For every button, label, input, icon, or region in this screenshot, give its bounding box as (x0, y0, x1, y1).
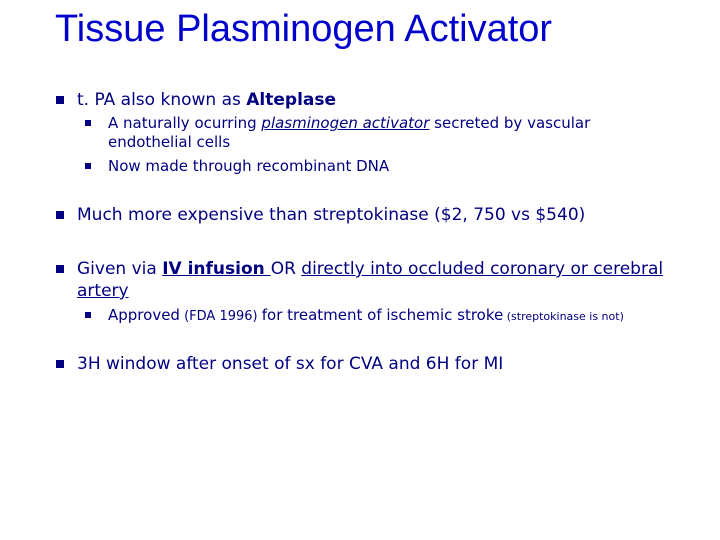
bullet-icon (56, 265, 64, 273)
streptokinase-note: (streptokinase is not) (503, 310, 624, 323)
approved-text: Approved (108, 306, 180, 324)
bullet-icon (56, 360, 64, 368)
bullet-icon (56, 211, 64, 219)
alteplase-text: Alteplase (246, 90, 337, 110)
fda-text: (FDA 1996) (179, 309, 262, 324)
given-via-text: Given via (77, 259, 163, 279)
subitem-text: A naturally ocurring (108, 114, 262, 132)
subitem-recombinant-dna: Now made through recombinant DNA (108, 157, 390, 175)
plasminogen-activator-text: plasminogen activator (261, 114, 430, 132)
bullet-icon (56, 96, 64, 104)
bullet-item-window: 3H window after onset of sx for CVA and 6H for MI (77, 354, 504, 374)
slide-title: Tissue Plasminogen Activator (55, 8, 553, 50)
subitem-approved (108, 306, 624, 326)
tpa-text: t. PA also known as (77, 90, 247, 110)
bullet-icon (85, 120, 91, 126)
bullet-item-given-via (77, 258, 663, 280)
ischemic-stroke-text: for treatment of ischemic stroke (261, 306, 504, 324)
iv-infusion-text: IV infusion (162, 259, 271, 279)
artery-text: artery (77, 281, 129, 301)
subitem-text: secreted by vascular (429, 114, 591, 132)
bullet-icon (85, 312, 91, 318)
bullet-item-tpa (77, 89, 336, 111)
directly-into-text: directly into occluded coronary or cerebral (301, 259, 664, 279)
bullet-icon (85, 163, 91, 169)
subitem-naturally-occurring (108, 114, 590, 133)
or-text: OR (270, 259, 302, 279)
subitem-continuation: endothelial cells (108, 133, 231, 151)
bullet-item-expensive: Much more expensive than streptokinase ($2, 750 vs $540) (77, 205, 586, 225)
